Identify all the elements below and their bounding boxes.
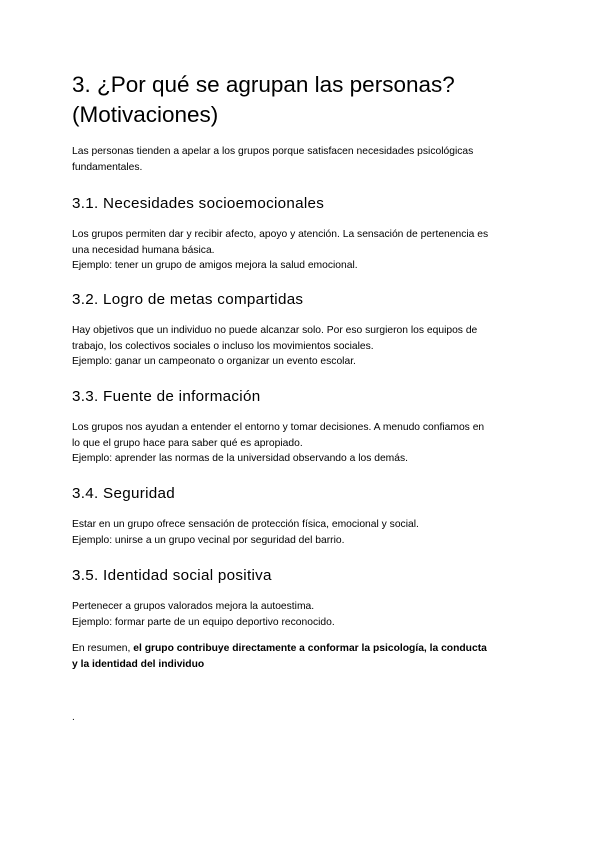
section-body-3-2 [72,323,532,370]
body-line: Pertenecer a grupos valorados mejora la autoestima. [72,601,315,612]
intro-line: fundamentales. [72,161,143,173]
page-title-line-1: 3. ¿Por qué se agrupan las personas? [72,72,455,97]
body-line: Hay objetivos que un individuo no puede alcanzar solo. Por eso surgieron los equipos de [72,325,478,336]
intro-paragraph [72,144,532,175]
section-heading-3-5: 3.5. Identidad social positiva [72,567,272,584]
intro-line: Las personas tienden a apelar a los grupos porque satisfacen necesidades psicológicas [72,146,474,157]
summary-paragraph [72,641,532,672]
page-title [72,70,542,130]
summary-line-1 [72,641,532,657]
summary-prefix: En resumen, [72,643,134,654]
section-body-3-3 [72,420,532,467]
example-line: Ejemplo: unirse a un grupo vecinal por seguridad del barrio. [72,534,345,546]
section-body-3-1 [72,227,532,274]
example-line: Ejemplo: aprender las normas de la universidad observando a los demás. [72,453,408,464]
body-line: Los grupos nos ayudan a entender el entorno y tomar decisiones. A menudo confiamos en [72,422,485,433]
summary-bold-1: el grupo contribuye directamente a conformar la psicología, la conducta [133,643,487,654]
body-line: Estar en un grupo ofrece sensación de protección física, emocional y social. [72,519,419,530]
example-line: Ejemplo: formar parte de un equipo deportivo reconocido. [72,616,335,628]
body-line: una necesidad humana básica. [72,244,215,256]
section-body-3-4 [72,517,532,548]
summary-bold-2: y la identidad del individuo [72,658,205,670]
section-heading-3-1: 3.1. Necesidades socioemocionales [72,195,325,212]
body-line: trabajo, los colectivos sociales o incluso los movimientos sociales. [72,340,374,352]
example-line: Ejemplo: ganar un campeonato o organizar un evento escolar. [72,356,356,367]
section-body-3-5 [72,599,532,630]
page-title-line-2: (Motivaciones) [72,102,219,127]
trailing-period: . [72,712,75,723]
body-line: lo que el grupo hace para saber qué es apropiado. [72,437,303,449]
section-heading-3-4: 3.4. Seguridad [72,485,175,502]
example-line: Ejemplo: tener un grupo de amigos mejora la salud emocional. [72,260,358,271]
section-heading-3-3: 3.3. Fuente de información [72,388,261,405]
body-line: Los grupos permiten dar y recibir afecto, apoyo y atención. La sensación de pertenencia es [72,229,489,240]
section-heading-3-2: 3.2. Logro de metas compartidas [72,291,304,308]
